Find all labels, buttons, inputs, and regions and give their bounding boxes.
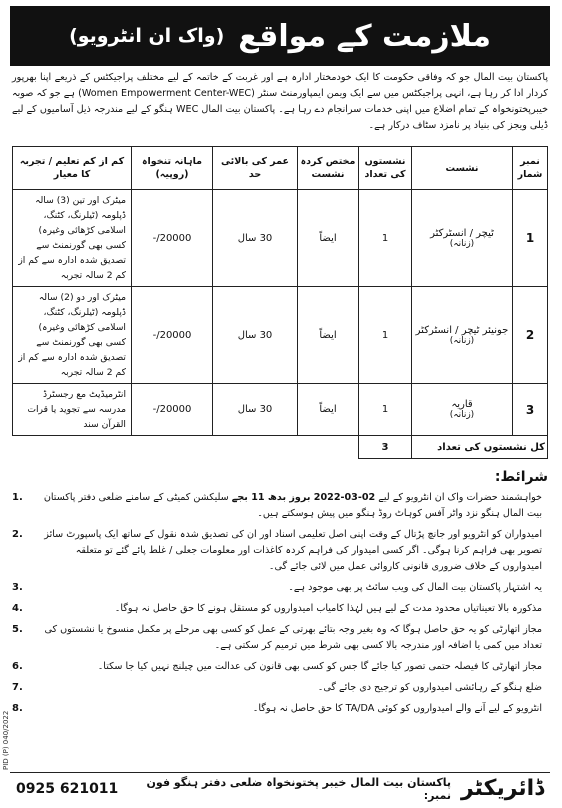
cell-post xyxy=(412,287,513,384)
cell-salary: 20000/- xyxy=(132,384,213,436)
table-row xyxy=(13,287,548,384)
page-subtitle: (واک ان انٹرویو) xyxy=(69,25,225,47)
table-row xyxy=(13,190,548,287)
cell-qualification: میٹرک اور تین (3) سالہ ڈپلومہ (ٹیلرنگ، کٹنگ، اسلامی کڑھائی وغیرہ) کسی بھی گورنمنٹ سے تصدیق شدہ ادارہ سے کم از کم 2 سالہ تجربہ xyxy=(13,190,132,287)
cell-salary: 20000/- xyxy=(132,287,213,384)
list-item: مذکورہ بالا تعیناتیاں محدود مدت کے لیے ہیں لہٰذا کامیاب امیدواروں کو مستقل ہونے کا حق حاصل نہ ہوگا۔ 4. xyxy=(12,603,542,614)
list-item: خواہشمند حضرات واک ان انٹرویو کے لیے 02-03-2022 بروز بدھ 11 بجے سلیکشن کمیٹی کے سامنے ضلعی دفتر پاکستان بیت المال ہنگو نزد واٹر آفس کوہاٹ روڈ ہنگو میں پیش ہوسکتے ہیں۔ 1. xyxy=(12,492,542,519)
vacancies-table xyxy=(12,146,548,459)
post-note: (زنانہ) xyxy=(449,410,475,420)
phone-number: 0925 621011 xyxy=(16,780,119,797)
post-title: قاریہ xyxy=(451,399,473,410)
header-serial: نمبر شمار xyxy=(513,147,548,190)
post-title: جونیئر ٹیچر / انسٹرکٹر xyxy=(415,324,509,336)
list-item: امیدواران کو انٹرویو اور جانچ پڑتال کے وقت اپنی اصل تعلیمی اسناد اور ان کی تصدیق شدہ نقول کے ساتھ ایک پاسپورٹ سائز تصویر بھی فراہم کرنا ہوگی۔ اگر کسی امیدوار کی فراہم کردہ کاغذات اور معلومات جعلی / غلط پائے گئے تو متعلقہ امیدواروں کے خلاف ضروری قانونی کاروائی عمل میں لائی جائے گی۔ 2. xyxy=(12,529,542,572)
total-blank xyxy=(13,436,359,459)
cell-qualification: میٹرک اور دو (2) سالہ ڈپلومہ (ٹیلرنگ، کٹنگ، اسلامی کڑھائی وغیرہ) کسی بھی گورنمنٹ سے تصدیق شدہ ادارہ سے کم از کم 2 سالہ تجربہ xyxy=(13,287,132,384)
cell-post xyxy=(412,384,513,436)
header-reserved: مختص کردہ نشست xyxy=(298,147,359,190)
cell-qualification: انٹرمیڈیٹ مع رجسٹرڈ مدرسہ سے تجوید یا قرات القرآن سند xyxy=(13,384,132,436)
list-item: مجاز اتھارٹی کو یہ حق حاصل ہوگا کہ وہ بغیر وجہ بتائے بھرتی کے عمل کو کسی بھی مرحلے پر مکمل منسوخ یا نشستوں کی تعداد میں کمی یا اضافہ اور مندرجہ بالا کسی بھی شرط میں ترمیم کر سکتی ہے۔ 5. xyxy=(12,624,542,651)
header-post: نشست xyxy=(412,147,513,190)
office-address: پاکستان بیت المال خیبر پختونخواہ ضلعی دفتر ہنگو فون نمبر: xyxy=(146,775,451,802)
table-header-row xyxy=(13,147,548,190)
header-salary: ماہانہ تنخواہ (روپیہ) xyxy=(132,147,213,190)
header-count: نشستوں کی تعداد xyxy=(359,147,412,190)
post-title: ٹیچر / انسٹرکٹر xyxy=(430,227,494,239)
cell-age: 30 سال xyxy=(213,287,298,384)
cell-count: 1 xyxy=(359,384,412,436)
cell-serial: 1 xyxy=(513,190,548,287)
list-item: مجاز اتھارٹی کا فیصلہ حتمی تصور کیا جائے گا جس کو کسی بھی قانون کی عدالت میں چیلنج نہیں کیا جا سکتا۔ 6. xyxy=(12,661,542,672)
post-note: (زنانہ) xyxy=(449,335,475,346)
cell-age: 30 سال xyxy=(213,384,298,436)
list-item: ضلع ہنگو کے رہائشی امیدواروں کو ترجیح دی جائے گی۔ 7. xyxy=(12,682,542,693)
total-label: کل نشستوں کی تعداد xyxy=(412,436,548,459)
conditions-list xyxy=(12,490,548,722)
header-qualification: کم از کم تعلیم / تجربہ کا معیار xyxy=(13,147,132,190)
page-title: ملازمت کے مواقع xyxy=(238,18,491,54)
cell-reserved: ایضاً xyxy=(298,384,359,436)
intro-paragraph: پاکستان بیت المال جو کہ وفاقی حکومت کا ایک خودمختار ادارہ ہے اور غربت کے خاتمہ کے لیے مختلف پراجیکٹس کے ذریعے اپنا بھرپور کردار ادا کر رہا ہے، انہی پراجیکٹس میں سے ایک ویمن ایمپاورمنٹ سنٹر (Women Empowerment Center-WEC) ہے جو کہ صوبہ خیبرپختونخواہ کے تمام اضلاع میں اپنی خدمات سرانجام دے رہا ہے۔ پاکستان بیت المال WEC ہنگو کے لیے مندرجہ ذیل آسامیوں کے لیے ڈیلی ویجز کی بنیاد پر نامزد سٹاف درکار ہے۔ xyxy=(12,72,548,131)
conditions-title: شرائط: xyxy=(494,469,548,485)
pid-code: PID (P) 040/2022 xyxy=(2,710,10,770)
cell-age: 30 سال xyxy=(213,190,298,287)
cell-count: 1 xyxy=(359,287,412,384)
cell-reserved: ایضاً xyxy=(298,287,359,384)
cell-serial: 2 xyxy=(513,287,548,384)
header-age: عمر کی بالائی حد xyxy=(213,147,298,190)
total-row xyxy=(13,436,548,459)
cell-serial: 3 xyxy=(513,384,548,436)
cell-post xyxy=(412,190,513,287)
total-value: 3 xyxy=(359,436,412,459)
footer xyxy=(10,772,550,804)
signatory-title: ڈائریکٹر xyxy=(460,776,544,801)
post-note: (زنانہ) xyxy=(449,238,475,249)
cell-salary: 20000/- xyxy=(132,190,213,287)
list-item: یہ اشتہار پاکستان بیت المال کی ویب سائٹ پر بھی موجود ہے۔ 3. xyxy=(12,582,542,593)
table-row xyxy=(13,384,548,436)
cell-count: 1 xyxy=(359,190,412,287)
cell-reserved: ایضاً xyxy=(298,190,359,287)
list-item: انٹرویو کے لیے آنے والے امیدواروں کو کوئی TA/DA کا حق حاصل نہ ہوگا۔ 8. xyxy=(12,703,542,714)
title-banner xyxy=(10,6,550,66)
